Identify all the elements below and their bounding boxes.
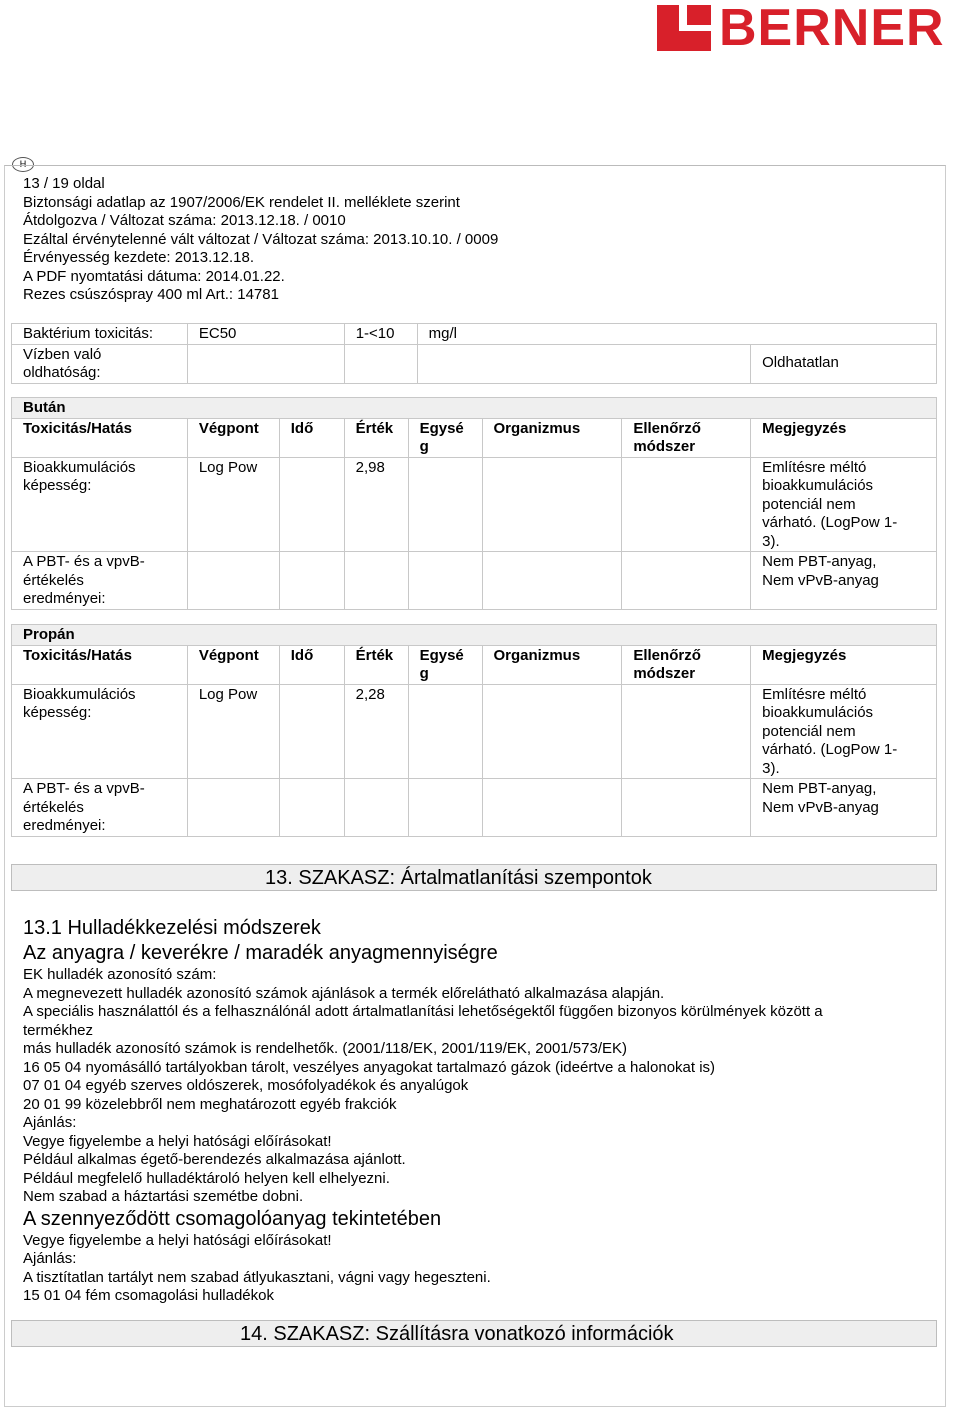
- substance-subheading: Az anyagra / keverékre / maradék anyagmennyiségre: [23, 942, 498, 964]
- revision-line: Átdolgozva / Változat száma: 2013.12.18. / 0010: [23, 212, 346, 229]
- solubility-value: Oldhatatlan: [751, 344, 937, 383]
- propan-bio-row: Bioakkumulációs képesség: Log Pow 2,28 Említésre méltó bioakkumulációs potenciál nem várható. (LogPow 1- 3).: [12, 684, 937, 779]
- page-number: 13 / 19 oldal: [23, 175, 105, 192]
- solubility-label: Vízben való oldhatóság:: [12, 344, 188, 383]
- section-13-heading: 13. SZAKASZ: Ártalmatlanítási szempontok: [11, 864, 937, 891]
- bacteria-unit: mg/l: [417, 324, 936, 345]
- regulation-line: Biztonsági adatlap az 1907/2006/EK rendelet II. melléklete szerint: [23, 193, 460, 211]
- propan-header-row: Toxicitás/Hatás Végpont Idő Érték Egysé g Organizmus Ellenőrző módszer Megjegyzés: [12, 645, 937, 684]
- berner-logo: [657, 0, 945, 57]
- section-13-1-heading: 13.1 Hulladékkezelési módszerek: [23, 917, 321, 939]
- bacteria-table: [11, 323, 937, 384]
- packaging-subheading: A szennyeződött csomagolóanyag tekintetében: [23, 1207, 442, 1230]
- bacteria-label: Baktérium toxicitás:: [12, 324, 188, 345]
- propan-title: Propán: [12, 625, 937, 646]
- section-14-heading: 14. SZAKASZ: Szállításra vonatkozó információk: [11, 1320, 937, 1347]
- butan-table: [11, 397, 937, 610]
- propan-pbt-row: A PBT- és a vpvB- értékelés eredményei: Nem PBT-anyag, Nem vPvB-anyag: [12, 779, 937, 837]
- product-line: Rezes csúszóspray 400 ml Art.: 14781: [23, 286, 279, 303]
- butan-header-row: Toxicitás/Hatás Végpont Idő Érték Egysé g Organizmus Ellenőrző módszer Megjegyzés: [12, 418, 937, 457]
- butan-pbt-row: A PBT- és a vpvB- értékelés eredményei: Nem PBT-anyag, Nem vPvB-anyag: [12, 552, 937, 610]
- propan-table: [11, 624, 937, 837]
- butan-bio-row: Bioakkumulációs képesség: Log Pow 2,98 Említésre méltó bioakkumulációs potenciál nem várható. (LogPow 1- 3).: [12, 457, 937, 552]
- document-header: [23, 175, 498, 305]
- valid-from-line: Érvényesség kezdete: 2013.12.18.: [23, 249, 254, 266]
- bacteria-endpoint: EC50: [187, 324, 344, 345]
- berner-logo-mark-icon: [657, 5, 711, 51]
- brand-name: BERNER: [719, 0, 945, 57]
- language-badge: H: [12, 157, 34, 172]
- bacteria-value: 1-<10: [344, 324, 417, 345]
- section-13-body: 13.1 Hulladékkezelési módszerek Az anyagra / keverékre / maradék anyagmennyiségre EK hulladék azonosító szám: A megnevezett hulladék azonosító számok ajánlások a termék előrelátható alkalmazása alapján. A speciális használattól és a felhasználónál adott ártalmatlanítási lehetőségektől függően bizonyos körülmények között a termékhez más hulladék azonosító számok is rendelhetők. (2001/118/EK, 2001/119/EK, 2001/573/EK) 16 05 04 nyomásálló tartályokban tárolt, veszélyes anyagokat tartalmazó gázok (ideértve a halonokat is) 07 01 04 egyéb szerves oldószerek, mosófolyadékok és anyalúgok 20 01 99 közelebbről nem meghatározott egyéb frakciók Ajánlás: Vegye figyelembe a helyi hatósági előírásokat! Például alkalmas égető-berendezés alkalmazása ajánlott. Például megfelelő hulladéktároló helyen kell elhelyezni. Nem szabad a háztartási szemétbe dobni. A szennyeződött csomagolóanyag tekintetében Vegye figyelembe a helyi hatósági előírásokat! Ajánlás: A tisztítatlan tartályt nem szabad átlyukasztani, vágni vagy hegeszteni. 15 01 04 fém csomagolási hulladékok: [23, 917, 823, 1304]
- superseded-line: Ezáltal érvénytelenné vált változat / Változat száma: 2013.10.10. / 0009: [23, 230, 499, 248]
- print-date-line: A PDF nyomtatási dátuma: 2014.01.22.: [23, 267, 285, 285]
- butan-title: Bután: [12, 398, 937, 419]
